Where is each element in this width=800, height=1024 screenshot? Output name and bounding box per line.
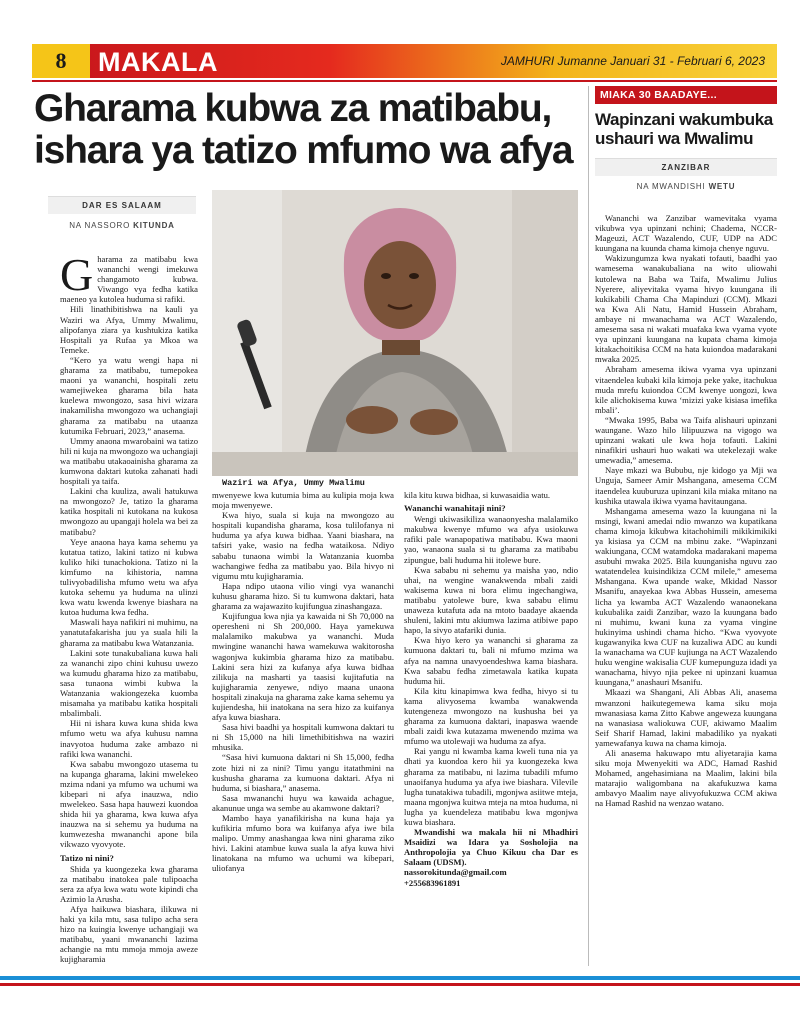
paragraph: Wengi ukiwasikiliza wanaonyesha malalamiko makubwa kwenye mfumo wa afya usiokuwa rafiki pale wanapopatiwa matibabu. Kwa maoni yao, wanaona suala si tu gharama za matibabu zipungue, bali huduma hii itolewe bure. [404,514,578,565]
paragraph: harama za matibabu kwa wananchi wengi imekuwa changamoto kubwa. Viwango vya fedha katika maeneo ya kutolea huduma si rafiki. [60,254,198,305]
sidebar-body [595,213,777,809]
author-prefix: NA NASSORO [69,221,131,230]
paragraph: Abraham amesema ikiwa vyama vya upinzani vitaendelea kubaki kila kimoja peke yake, itachukua muda mrefu kuiondoa CCM kwenye uongozi, kwa kile alichokisema kuwa ‘mizizi yake kisiasa imefika mbali’. [595,364,777,415]
article-column-3 [404,490,578,888]
footer-stripe-blue [0,976,800,980]
paragraph: Ali anasema hakuwapo mtu aliyetarajia kama siku moja Mwenyekiti wa ADC, Hamad Rashid Mohamed, angehasimiana na Maalim, lakini bila matarajio waligombana na akafukuzwa kama ambavyo Maalim naye alivyofukuzwa CCM akiwa na Hamad Rashid na wenzao watano. [595,747,777,809]
paragraph: Sasa mwananchi huyu wa kawaida achague, akanunue unga wa sembe au akamwone daktari? [212,792,394,813]
subheading: Tatizo ni nini? [60,852,114,863]
page-number: 8 [32,44,90,78]
article-headline: Gharama kubwa za matibabu, ishara ya tatizo mfumo wa afya [34,87,573,172]
paragraph: Wananchi wa Zanzibar wamevitaka vyama vikubwa vya upinzani nchini; Chadema, NCCR-Mageuzi, ACT Wazalendo, CUF, UDP na ADC kuungana na kuunda chama kimoja chenye nguvu. [595,213,777,254]
photo-caption: Waziri wa Afya, Ummy Mwalimu [222,478,365,488]
subheading: Wananchi wanahitaji nini? [404,503,506,514]
article-byline [48,196,196,230]
drop-cap: G [60,249,94,300]
paragraph: Sasa hivi baadhi ya hospitali kumwona daktari tu ni Sh 15,000 na hili limethibitishwa na waziri mhusika. [212,722,394,753]
paragraph: Kwa sababu mwongozo utasema tu na kupanga gharama, lakini mwelekeo mzima ndani ya mfumo wa uchumi wa kibepari ni afya inauzwa, ndio mwelekeo. Sasa hapa hauwezi kuondoa shida hii ya gharama, kwa kuwa afya inauzwa na si sehemu ya huduma na kumwezesha mwananchi apone bila vikwazo vyovyote. [60,758,198,850]
article-location: DAR ES SALAAM [48,196,196,214]
paragraph: Maswali haya nafikiri ni muhimu, na yanatutafakarisha juu ya suala hili la gharama za matibabu kwa Watanzania. [60,617,198,648]
paragraph: Afya haikuwa biashara, ilikuwa ni haki ya kila mtu, sasa tulipo acha sera hizo na kuingia kwenye uchangiaji wa matibabu, yaani mwananchi lazima achangie na mtu mmoja mmoja aweze kujigharamia [60,904,198,965]
paragraph: Mkaazi wa Shangani, Ali Abbas Ali, anasema mwanzoni haikutegemewa kama siku moja mwanasiasa kama Zitto Kabwe angeweza kuungana na wanasiasa waliokuwa CUF, akiwamo Maalim Seif Sharif Hamad, lakini mabadiliko ya nyakati yamewafanya kuwa na chama kimoja. [595,687,777,748]
footer-stripe-red [0,983,800,986]
paragraph: Wakizungumza kwa nyakati tofauti, baadhi yao wamesema wanakubaliana na wito uliowahi kutolewa na Baba wa Taifa, Mwalimu Julius Nyerere, aliyevitaka vyama hivyo kuungana ili kukikabili Chama Cha Mapinduzi (CCM). Mkazi wa Kwa Ali Natu, Hamid Hussein Abraham, ambaye ni mwanachama wa ACT Wazalendo, amesema sasa ni wakati muafaka kwa vyama vyote vya upinzani kuungana na kupata chama kimoja kitakachoitikisa CCM na hata kuiondoa madarakani mwaka 2025. [595,253,777,365]
sidebar-kicker: MIAKA 30 BAADAYE... [595,86,777,104]
paragraph: Lakini sote tunakubaliana kuwa hali za wananchi zipo chini kuhusu uwezo wa kumudu gharama hizo za matibabu, sasa tunaona wimbi kubwa la Watanzania wakiongezeka kuomba misamaha ya matibabu katika hospitali mbalimbali. [60,647,198,719]
paragraph: mwenyewe kwa kutumia bima au kulipia moja kwa moja mwenyewe. [212,490,394,511]
paragraph: “Sasa hivi kumuona daktari ni Sh 15,000, fedha zote hizi ni za nini? Timu yangu itatathmini na kushusha gharama za kumuona daktari. Afya ni huduma, si biashara,” anasema. [212,752,394,793]
paragraph: “Kero ya watu wengi hapa ni gharama za matibabu, tumepokea maoni ya wananchi, hospitali zetu wamejiwekea gharama bila hata kuelewa mwongozo, sasa hivi wizara inakamilisha mwongozo wa uchangiaji gharama za matibabu na utaanza kutumika Februari, 2023,” anasema. [60,354,198,436]
paragraph: Kujifungua kwa njia ya kawaida ni Sh 70,000 na operesheni ni Sh 200,000. Haya yamekuwa malalamiko makubwa ya wananchi. Muda mwingine wananchi hawa wamekuwa wakitorosha wagonjwa kukimbia gharama hizo za matibabu. Lakini sera hizi za kufanya afya kuwa bidhaa zilikuja na masharti ya taasisi kujitafutia na kujigharamia zenyewe, ndiyo maana unaona hospitali zinakuja na gharama zake kama sehemu ya kujiendesha, hii inatokana na sera hizo za kuifanya afya kuwa biashara. [212,611,394,723]
sidebar-author-prefix: NA MWANDISHI [636,182,706,191]
paragraph: Naye mkazi wa Bububu, nje kidogo ya Mji wa Unguja, Sameer Amir Mshangana, amesema CCM itaendelea kuuburuza upinzani kila miaka mitano na kushika utawala ikiwa vyama havitaungana. [595,465,777,506]
article-column-1 [60,249,198,965]
author-phone: +255683961891 [404,877,461,888]
paragraph: Kwa hiyo, suala si kuja na mwongozo au hospitali kupandisha gharama, kosa tulilofanya ni huduma ya afya kuwa bidhaa. Yaani biashara, na tafsiri yake, wasio na fedha wataikosa. Ndiyo sababu tunaona wimbi la Watanzania kuomba wachangiwe fedha za matibabu yao. Bila hivyo ni vigumu mtu kujigharamia. [212,510,394,581]
paragraph: Kwa sababu ni sehemu ya maisha yao, ndio uhai, na wengine wanakwenda mbali zaidi wakisema kuwa ni bora elimu ingechangiwa, matibabu yatolewe bure, kwa sababu elimu unaweza kutafuta ada na mtoto baadaye akaenda shuleni, lakini mtu akiumwa lazima atibiwe papo hapo, la sivyo atafariki dunia. [404,564,578,636]
paragraph: Lakini cha kuuliza, awali hatukuwa na mwongozo? Je, tatizo la gharama katika hospitali ni kutokana na kukosa mwongozo au upangaji holela wa bei za matibabu? [60,486,198,537]
sidebar-author [595,176,777,191]
paragraph: Mambo haya yanafikirisha na kuna haja ya kufikiria mfumo bora wa kuifanya afya iwe bila malipo. Ummy anashangaa kwa nini gharama ziko hivi. Lakini atambue kuwa suala la afya kuwa hivi linatokana na mfumo wa uchumi wa kibepari, uliofanya [212,813,394,874]
article-column-2 [212,490,394,874]
paragraph: Yeye anaona haya kama sehemu ya kutatua tatizo, lakini tatizo ni kubwa kuliko hiki tunachokiona. Tatizo ni la kimfumo na kihistoria, namna tulivyobadilisha mfumo wetu wa afya kutoka sehemu ya huduma na ulinzi kwa watu kwenda kwenye biashara na kutoa huduma kwa fedha. [60,536,198,618]
paragraph: Hapa ndipo utaona vilio vingi vya wananchi kuhusu gharama hizo. Si tu kumwona daktari, hata gharama za wajawazito kujifungua zinashangaza. [212,580,394,612]
paragraph: Ummy anaona mwarobaini wa tatizo hili ni kuja na mwongozo wa uchangiaji wa matibabu utakaoainisha gharama za kumwona daktari kutoka zahanati hadi hospitali ya taifa. [60,435,198,487]
paragraph: Hili linathibitishwa na kauli ya Waziri wa Afya, Ummy Mwalimu, alipofanya ziara ya kushtukiza katika Hospitali ya Rufaa ya Mkoa wa Temeke. [60,304,198,355]
author-email[interactable]: nassorokitunda@gmail.com [404,867,507,878]
sidebar-article [588,86,777,966]
page-header [32,44,777,84]
paragraph: kila kitu kuwa bidhaa, si kuwasaidia watu. [404,490,551,500]
paragraph: Shida ya kuongezeka kwa gharama za matibabu inatokea pale tulipoacha sera za afya kwa watu wote kipindi cha Azimio la Arusha. [60,863,198,904]
header-rule [32,80,777,82]
article-photo [212,190,578,476]
section-title: MAKALA [98,47,218,77]
paragraph: Rai yangu ni kwamba kama kweli tuna nia ya dhati ya kuondoa kero hii ya kuongezeka kwa gharama za matibabu, ni lazima tubadili mfumo unaoifanya huduma ya afya iwe biashara. Vilevile lugha tunatakiwa tubadili, mgonjwa asiitwe mteja, maana mgonjwa kuitwa mteja na mtoa huduma, ni lugha ya kuendeleza matibabu kwa mgonjwa kuwa biashara. [404,746,578,827]
paragraph: Kila kitu kinapimwa kwa fedha, hivyo si tu kama alivyosema kwamba wanakwenda kutengeneza mwongozo na kushusha bei ya gharama za kumuona daktari, inapaswa waende mbali zaidi kwa kutazama mwenendo mzima wa mfumo wa utolewaji wa huduma za afya. [404,685,578,747]
author-name: KITUNDA [133,221,175,230]
paragraph: Mshangama amesema wazo la kuungana ni la msingi, kwani amedai ndio mwanzo wa kupatikana chama kimoja kikubwa kitachohimili mikikimikiki ya kisiasa ya CCM na mbinu zake. “Wapinzani wakiungana, CCM watamdoka madarakani mapema asubuhi mwaka 2025. Bila kuunganisha nguvu zao watatendelea kuisindikiza CCM milele,” amesema Mshangana. Kwa upande wake, Mkidad Nassor Msanifu, anayekaa kwa Abbas Hussein, amesema licha ya kwamba ACT Wazalendo wanaonekana kukubalika zaidi Zanzibar, wazo la kuungana bado ni muhimu, kwani kuna za vyama vingine hukinyima ushindi chama hicho. “Kwa vyovyote kugawanyika kwa CUF na kuzaliwa ADC au kundi la wanachama wa CUF kujiunga na ACT Wazalendo huku wengine wakisalia CUF kumepunguza idadi ya wanachama, hivyo njia pekee ni upinzani kuamua kuungana,” anashauri Msanifu. [595,505,777,688]
article-author [48,214,196,230]
minister-photo-illustration [212,190,578,476]
sidebar-author-name: WETU [708,182,736,191]
sidebar-headline: Wapinzani wakumbuka ushauri wa Mwalimu [595,110,773,148]
paragraph: “Mwaka 1995, Baba wa Taifa alishauri upinzani waungane. Wazo hilo lilipuuzwa na vigogo wa upinzani wakati ule kwa hoja tofauti. Lakini ninafikiri ushauri huo wakati wa utekelezaji wake umewadia,” amesema. [595,414,777,466]
paragraph: Hii ni ishara kuwa kuna shida kwa mfumo wetu wa afya kuhusu namna inavyotoa huduma zake ambazo ni rafiki kwa wananchi. [60,718,198,759]
author-bio: Mwandishi wa makala hii ni Mhadhiri Msaidizi wa Idara ya Sosholojia na Anthropolojia ya Chuo Kikuu cha Dar es Salaam (UDSM). [404,827,578,868]
publication-date: JAMHURI Jumanne Januari 31 - Februari 6, 2023 [500,54,765,68]
paragraph: Kwa hiyo kero ya wananchi si gharama za kumuona daktari tu, bali ni mfumo mzima wa afya na namna unavyoendeshwa kama biashara. Kwa sababu fedha zimetawala katika kupata huduma hii. [404,635,578,686]
sidebar-location: ZANZIBAR [595,158,777,176]
